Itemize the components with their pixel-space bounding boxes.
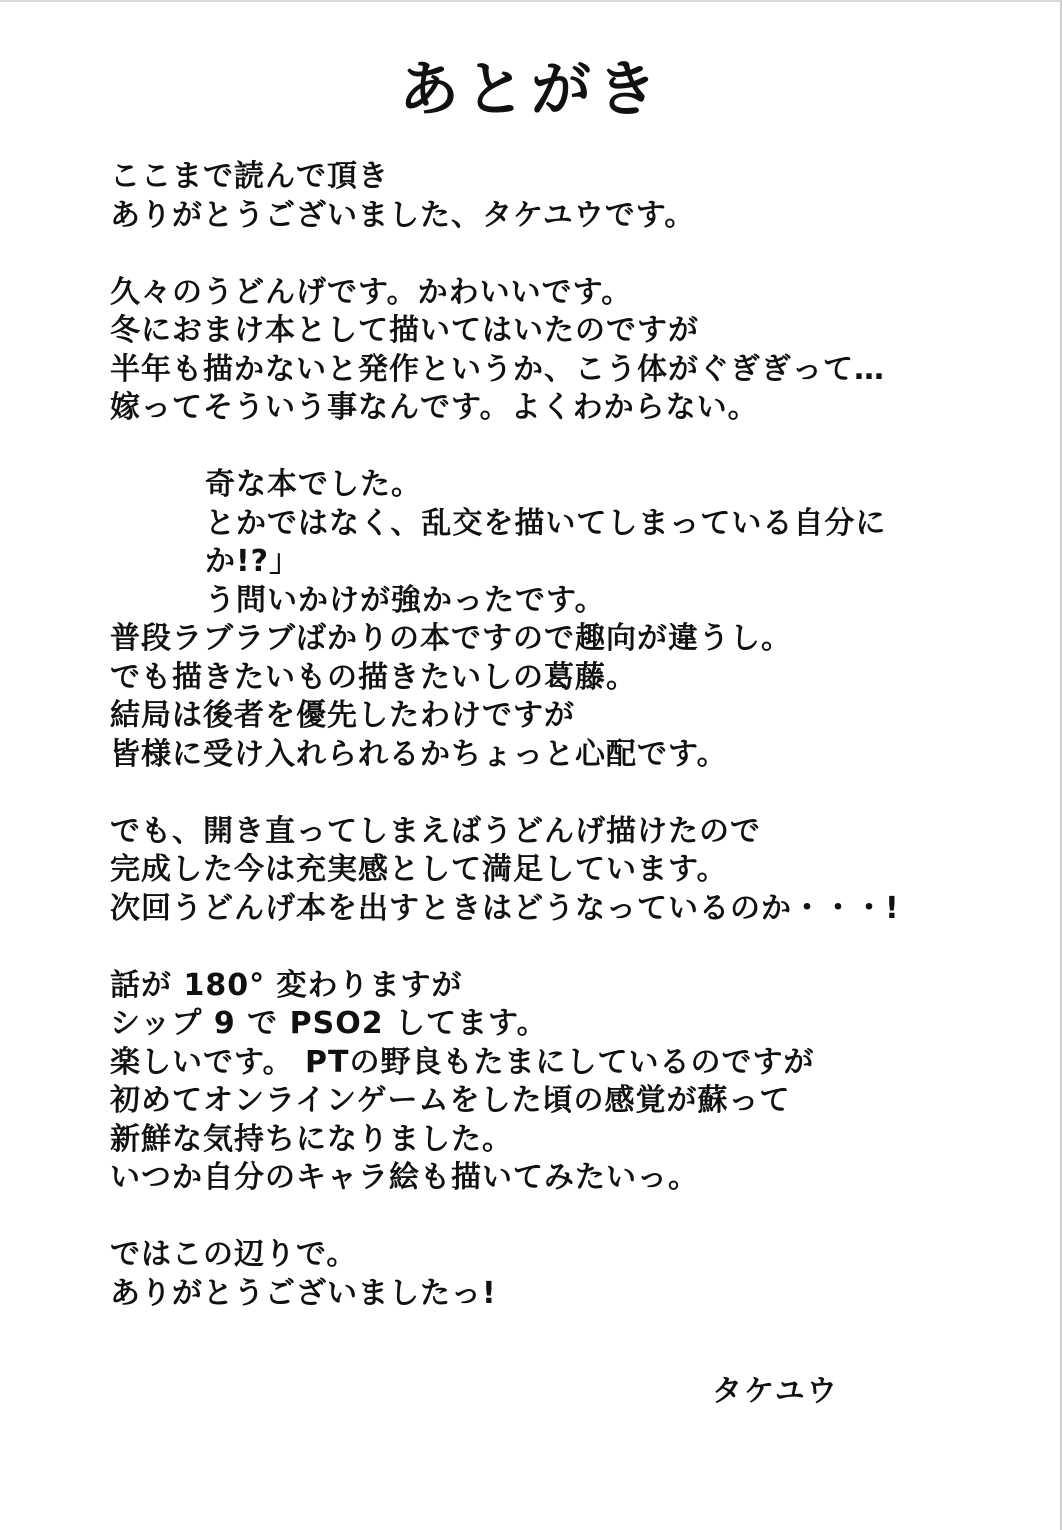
text-line: ありがとうございました、タケユウです。 [110,197,696,233]
text-line: いつか自分のキャラ絵も描いてみたいっ。 [110,1160,699,1195]
text-line-partial: か!?」 [205,544,301,579]
blank-line [110,1198,1010,1237]
text-line: 完成した今は充実感として満足しています。 [110,852,728,887]
blank-line [110,928,1010,967]
text-line-partial: 奇な本でした。 [205,467,422,502]
text-line: でも、開き直ってしまえばうどんげ描けたので [110,813,761,849]
text-line: 新鮮な気持ちになりました。 [110,1121,513,1157]
text-line: ここまで読んで頂き [110,159,389,194]
text-line: 普段ラブラブばかりの本ですので趣向が違うし。 [110,621,792,656]
text-line: 話が 180° 変わりますが [110,967,463,1003]
text-line: シップ 9 で PSO2 してます。 [110,1006,548,1041]
text-line: 皆様に受け入れられるかちょっと心配です。 [110,736,728,772]
text-line: 半年も描かないと発作というか、こう体がぐぎぎって… [110,351,885,387]
text-line: ありがとうございましたっ! [110,1275,497,1311]
text-line: 久々のうどんげです。かわいいです。 [110,274,633,310]
text-line: でも描きたいもの描きたいしの葛藤。 [110,659,637,695]
blank-line [110,774,1010,813]
text-line: 次回うどんげ本を出すときはどうなっているのか・・・! [110,890,900,926]
author-signature: タケユウ [712,1374,839,1409]
text-line: 楽しいです。 PTの野良もたまにしているのですが [110,1044,815,1080]
text-line-partial: とかではなく、乱交を描いてしまっている自分に [205,505,887,541]
body-text [110,158,1010,1313]
text-line: 冬におまけ本として描いてはいたのですが [110,313,699,348]
page-title: あとがき [399,55,663,125]
blank-line [110,428,1010,467]
text-line: 初めてオンラインゲームをした頃の感覚が蘇って [110,1083,791,1118]
blank-line [110,235,1010,274]
text-line: 嫁ってそういう事なんです。よくわからない。 [110,390,759,425]
text-line: ではこの辺りで。 [110,1237,358,1272]
text-line: 結局は後者を優先したわけですが [110,698,575,733]
text-line-partial: う問いかけが強かったです。 [205,582,606,618]
